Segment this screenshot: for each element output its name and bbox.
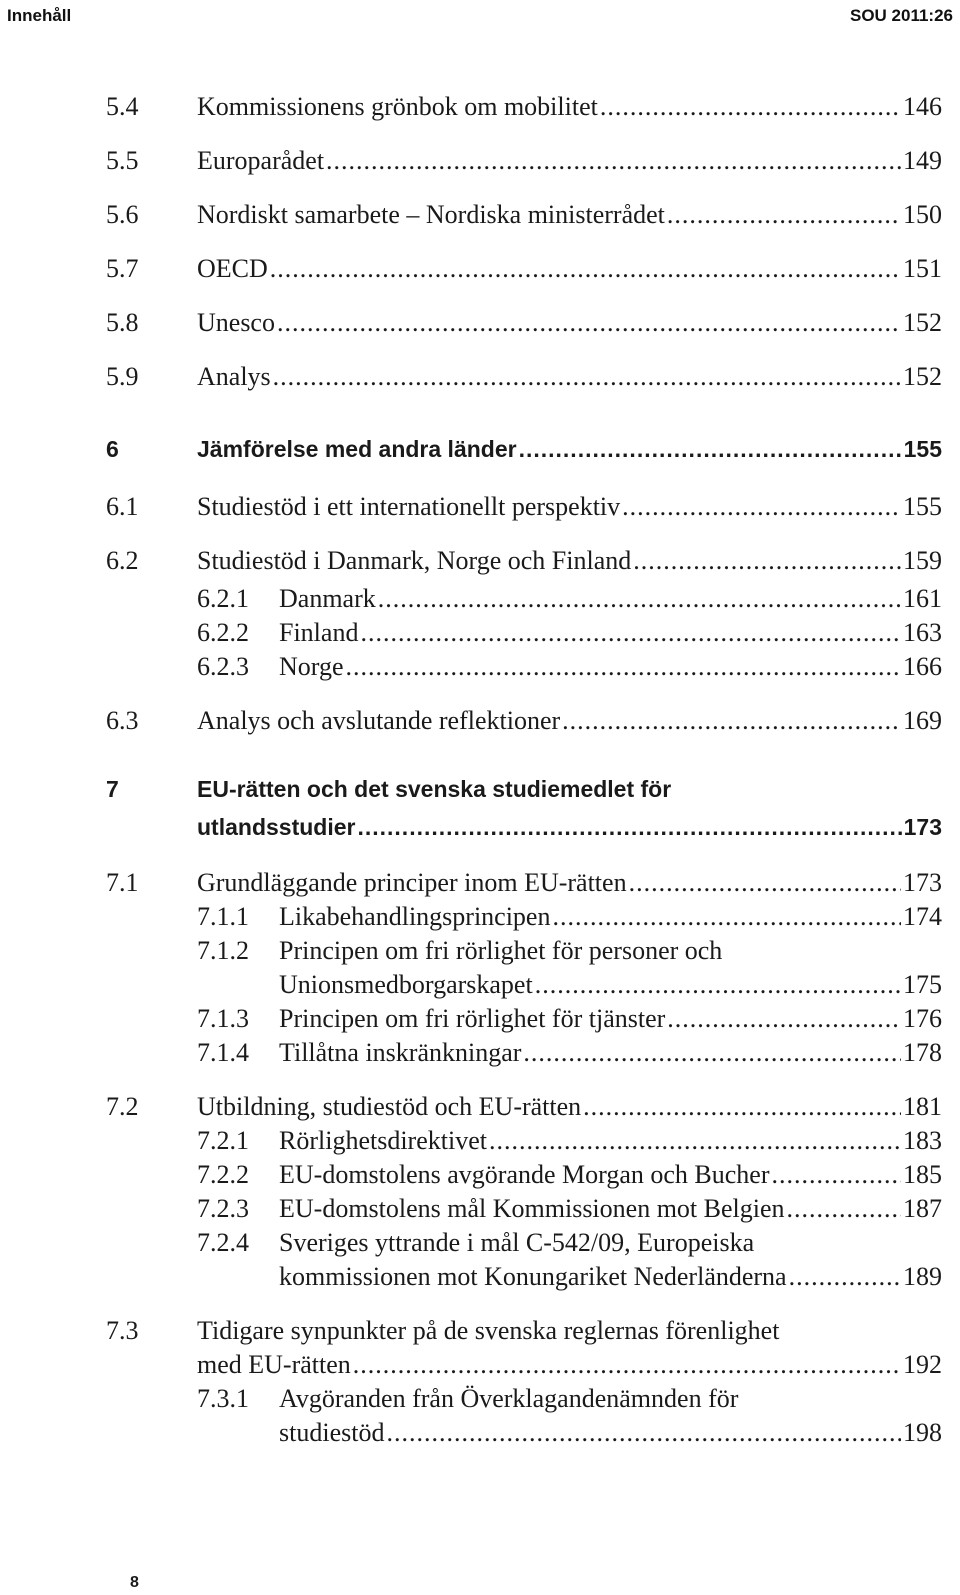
entry-page: 155 xyxy=(903,492,942,521)
dot-leader xyxy=(633,546,901,576)
dot-leader xyxy=(583,1092,901,1122)
chapter-title-line2: utlandsstudier xyxy=(197,814,356,840)
entry-title-line2: kommissionen mot Konungariket Nederländerna xyxy=(279,1262,787,1291)
entry-title-line1: Sveriges yttrande i mål C-542/09, Europeiska xyxy=(279,1228,755,1257)
entry-title: Studiestöd i ett internationellt perspektiv xyxy=(197,492,621,521)
entry-number: 7.1 xyxy=(106,868,139,897)
entry-title: EU-domstolens avgörande Morgan och Bucher xyxy=(279,1160,770,1189)
entry-title-line2: studiestöd xyxy=(279,1418,385,1447)
dot-leader xyxy=(326,146,901,176)
dot-leader xyxy=(535,970,901,1000)
dot-leader xyxy=(562,706,901,736)
entry-title: Likabehandlingsprincipen xyxy=(279,902,551,931)
entry-number: 7.1.4 xyxy=(197,1038,249,1067)
entry-number: 5.7 xyxy=(106,254,139,283)
entry-title: Grundläggande principer inom EU-rätten xyxy=(197,868,627,897)
entry-title: Rörlighetsdirektivet xyxy=(279,1126,487,1155)
dot-leader xyxy=(277,308,901,338)
entry-title: Unesco xyxy=(197,308,275,337)
entry-title: Danmark xyxy=(279,584,376,613)
dot-leader xyxy=(519,436,902,463)
dot-leader xyxy=(772,1160,901,1190)
entry-title: EU-domstolens mål Kommissionen mot Belgien xyxy=(279,1194,785,1223)
entry-title: Nordiskt samarbete – Nordiska ministerrådet xyxy=(197,200,665,229)
entry-number: 6.2.1 xyxy=(197,584,249,613)
entry-title: Studiestöd i Danmark, Norge och Finland xyxy=(197,546,632,575)
entry-page: 166 xyxy=(903,652,942,681)
dot-leader xyxy=(489,1126,901,1156)
entry-number: 7.3 xyxy=(106,1316,139,1345)
entry-page: 146 xyxy=(903,92,942,121)
entry-page: 174 xyxy=(903,902,942,931)
entry-page: 187 xyxy=(903,1194,942,1223)
entry-number: 6.2.3 xyxy=(197,652,249,681)
running-header xyxy=(0,0,960,40)
dot-leader xyxy=(787,1194,901,1224)
entry-number: 7.2.1 xyxy=(197,1126,249,1155)
dot-leader xyxy=(523,1038,901,1068)
dot-leader xyxy=(353,1350,901,1380)
dot-leader xyxy=(273,362,901,392)
entry-number: 7.2.2 xyxy=(197,1160,249,1189)
entry-page: 183 xyxy=(903,1126,942,1155)
chapter-number: 7 xyxy=(106,776,119,802)
dot-leader xyxy=(622,492,901,522)
dot-leader xyxy=(667,1004,901,1034)
entry-page: 176 xyxy=(903,1004,942,1033)
entry-page: 159 xyxy=(903,546,942,575)
entry-page: 149 xyxy=(903,146,942,175)
entry-title-line1: Tidigare synpunkter på de svenska reglernas förenlighet xyxy=(197,1316,780,1345)
entry-title-line1: Avgöranden från Överklagandenämnden för xyxy=(279,1384,739,1413)
entry-page: 152 xyxy=(903,362,942,391)
entry-page: 161 xyxy=(903,584,942,613)
entry-page: 185 xyxy=(903,1160,942,1189)
chapter-page: 155 xyxy=(903,436,942,462)
entry-number: 7.2.4 xyxy=(197,1228,249,1257)
entry-number: 7.1.1 xyxy=(197,902,249,931)
entry-number: 5.8 xyxy=(106,308,139,337)
dot-leader xyxy=(386,1418,901,1448)
entry-title-line2: med EU-rätten xyxy=(197,1350,351,1379)
dot-leader xyxy=(360,618,901,648)
section-label: Innehåll xyxy=(7,6,72,25)
entry-title: Tillåtna inskränkningar xyxy=(279,1038,522,1067)
document-id: SOU 2011:26 xyxy=(849,6,953,25)
page-number: 8 xyxy=(130,1574,139,1591)
entry-title: Norge xyxy=(279,652,344,681)
dot-leader xyxy=(789,1262,901,1292)
entry-number: 7.3.1 xyxy=(197,1384,249,1413)
entry-page: 163 xyxy=(903,618,942,647)
entry-number: 6.2 xyxy=(106,546,139,575)
entry-title: Europarådet xyxy=(197,146,325,175)
entry-title: OECD xyxy=(197,254,268,283)
entry-number: 5.5 xyxy=(106,146,139,175)
entry-title: Finland xyxy=(279,618,359,647)
entry-page: 198 xyxy=(903,1418,942,1447)
entry-page: 173 xyxy=(903,868,942,897)
dot-leader xyxy=(629,868,901,898)
dot-leader xyxy=(270,254,901,284)
entry-number: 5.4 xyxy=(106,92,139,121)
entry-title: Kommissionens grönbok om mobilitet xyxy=(197,92,598,121)
dot-leader xyxy=(667,200,901,230)
entry-number: 7.2 xyxy=(106,1092,139,1121)
entry-page: 169 xyxy=(903,706,942,735)
chapter-number: 6 xyxy=(106,436,119,462)
entry-number: 5.9 xyxy=(106,362,139,391)
entry-page: 192 xyxy=(903,1350,942,1379)
chapter-title: Jämförelse med andra länder xyxy=(197,436,517,462)
entry-title: Analys och avslutande reflektioner xyxy=(197,706,561,735)
entry-number: 5.6 xyxy=(106,200,139,229)
entry-title: Principen om fri rörlighet för tjänster xyxy=(279,1004,666,1033)
chapter-page: 173 xyxy=(903,814,942,840)
entry-number: 6.1 xyxy=(106,492,139,521)
entry-page: 178 xyxy=(903,1038,942,1067)
entry-page: 175 xyxy=(903,970,942,999)
entry-number: 7.2.3 xyxy=(197,1194,249,1223)
entry-title: Analys xyxy=(197,362,271,391)
entry-number: 6.2.2 xyxy=(197,618,249,647)
entry-page: 151 xyxy=(903,254,942,283)
entry-title-line1: Principen om fri rörlighet för personer och xyxy=(279,936,723,965)
entry-number: 7.1.2 xyxy=(197,936,249,965)
entry-number: 6.3 xyxy=(106,706,139,735)
entry-title: Utbildning, studiestöd och EU-rätten xyxy=(197,1092,582,1121)
entry-page: 152 xyxy=(903,308,942,337)
dot-leader xyxy=(378,584,901,614)
entry-page: 189 xyxy=(903,1262,942,1291)
entry-page: 150 xyxy=(903,200,942,229)
chapter-title-line1: EU-rätten och det svenska studiemedlet för xyxy=(197,776,672,802)
entry-page: 181 xyxy=(903,1092,942,1121)
entry-number: 7.1.3 xyxy=(197,1004,249,1033)
dot-leader xyxy=(552,902,901,932)
dot-leader xyxy=(600,92,901,122)
dot-leader xyxy=(357,814,901,841)
dot-leader xyxy=(346,652,901,682)
entry-title-line2: Unionsmedborgarskapet xyxy=(279,970,533,999)
